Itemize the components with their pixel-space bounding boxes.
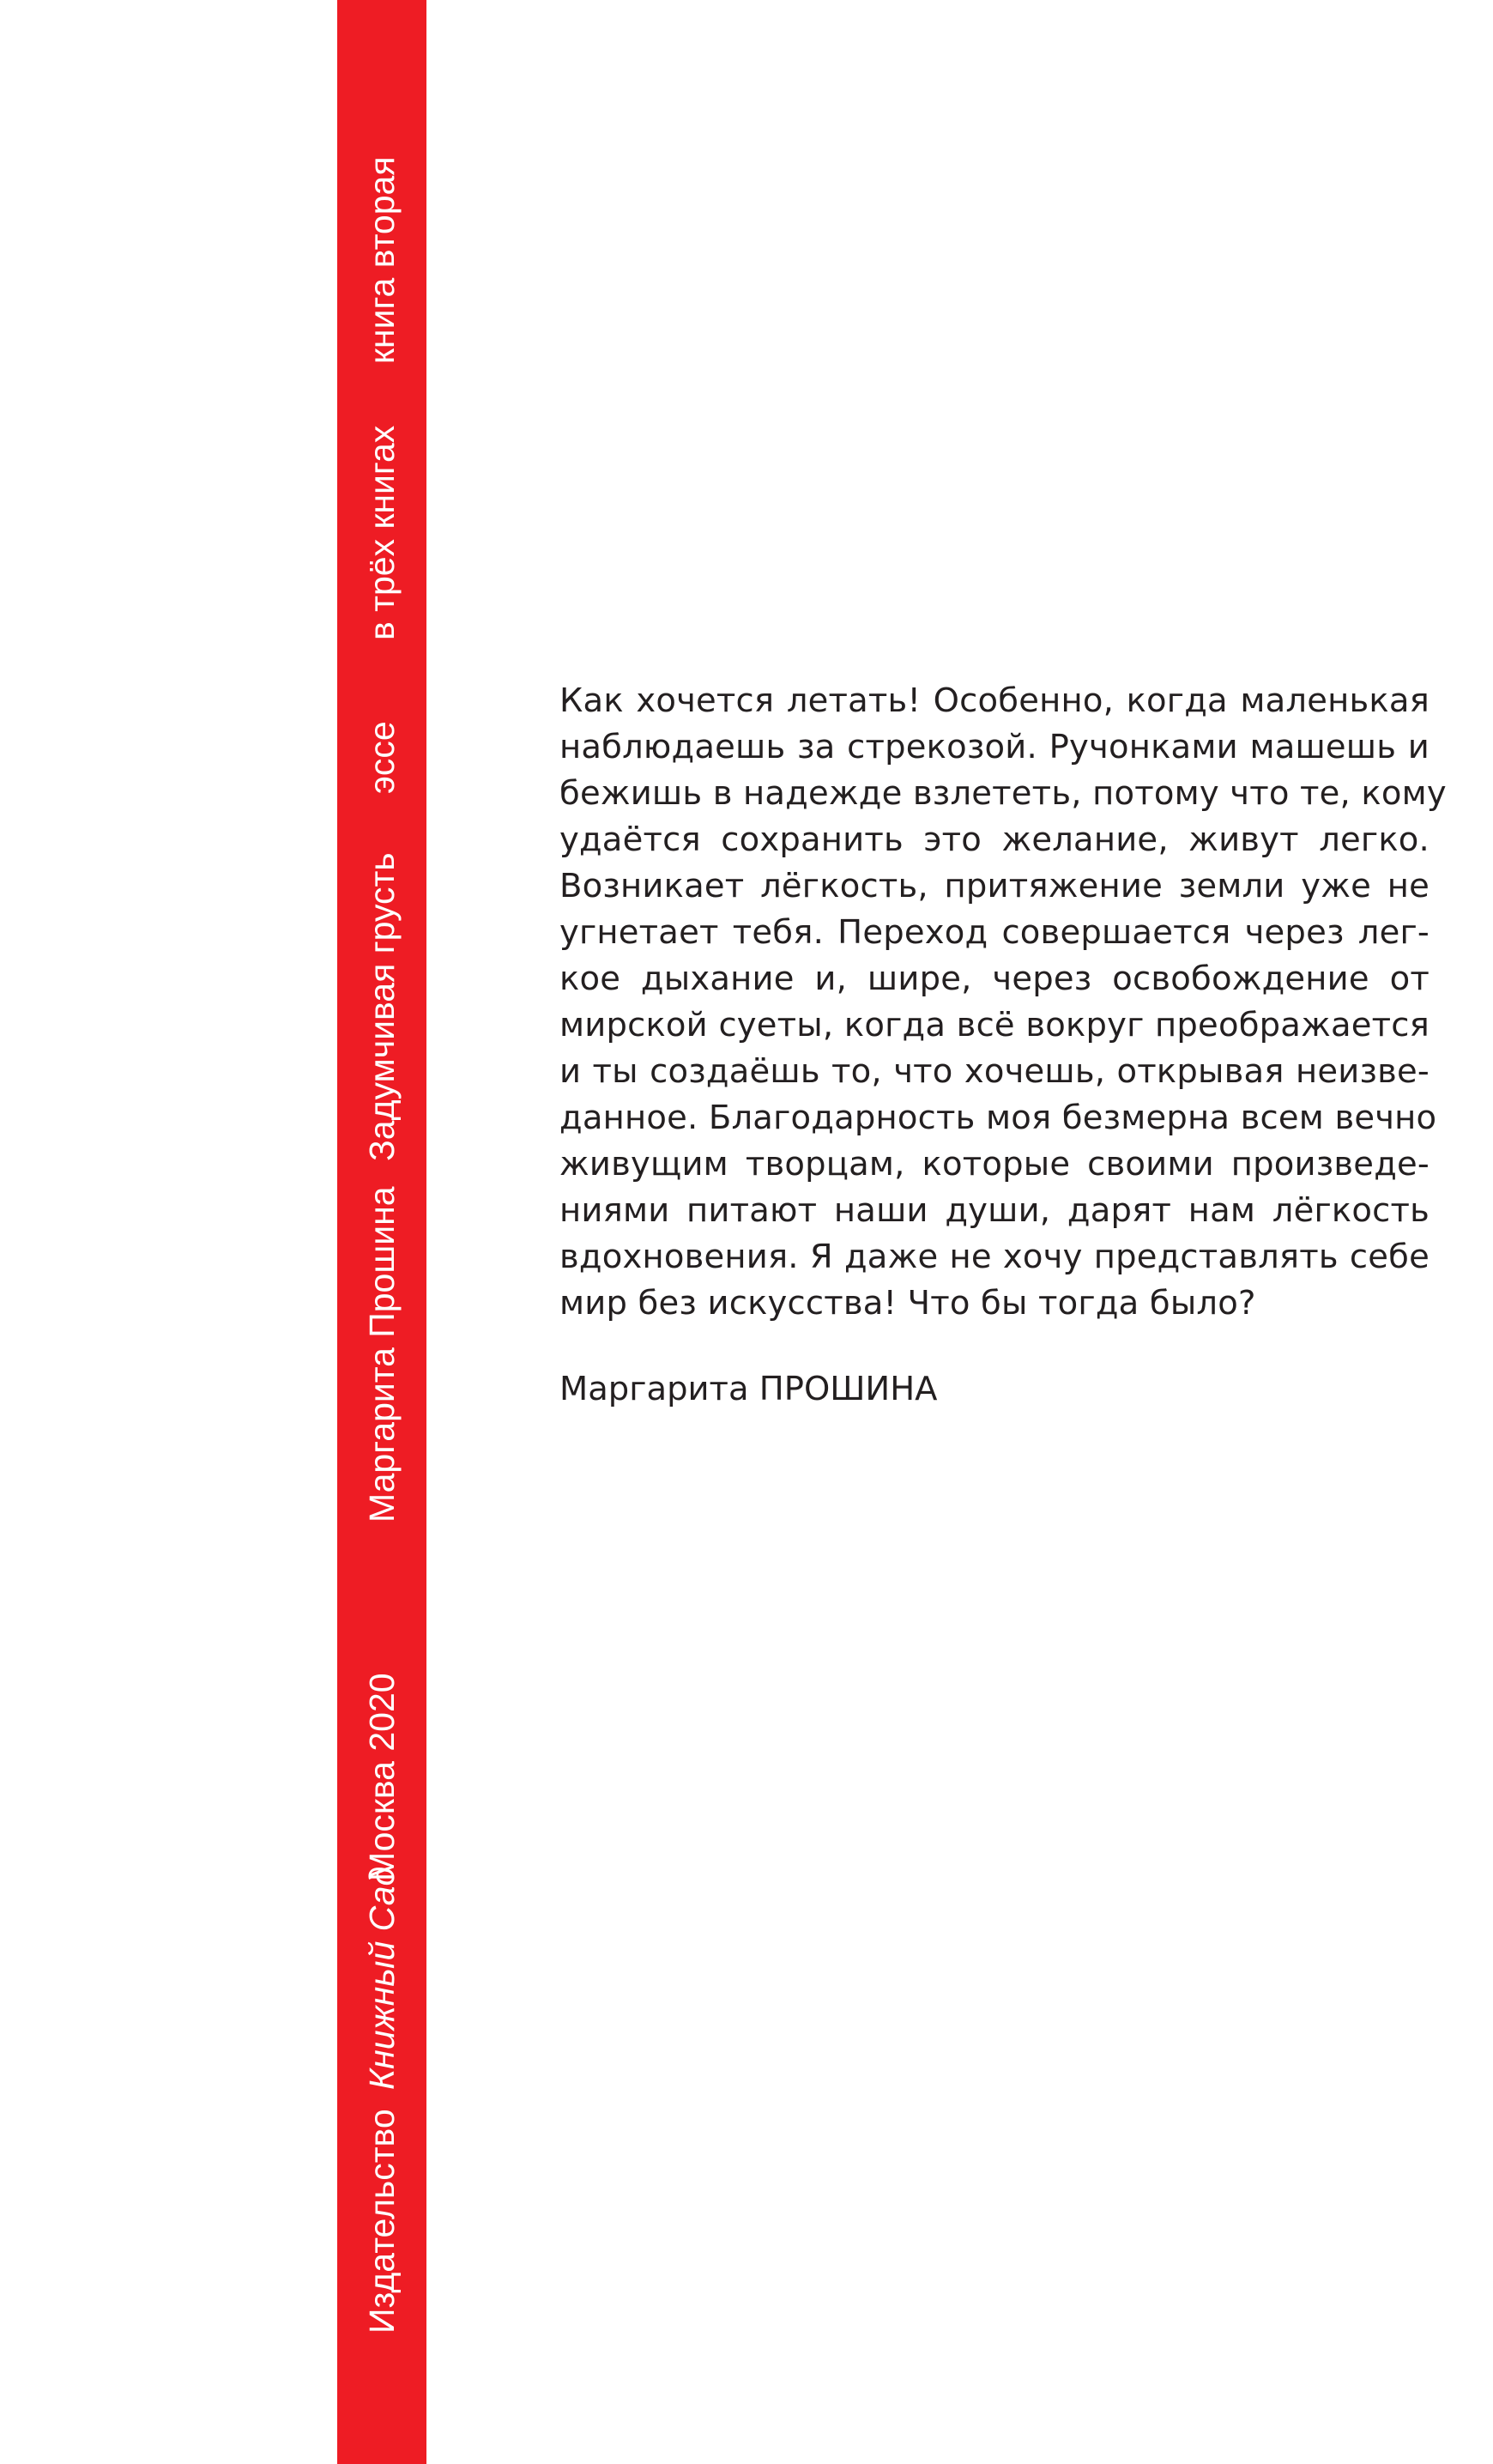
annotation-line: угнетает тебя. Переход совершается через лег-: [559, 913, 1430, 952]
annotation-line: живущим творцам, которые своими произведе-: [559, 1145, 1430, 1184]
annotation-line: кое дыхание и, шире, через освобождение от: [559, 960, 1430, 998]
annotation-line: Возникает лёгкость, притяжение земли уже не: [559, 867, 1430, 905]
spine-publisher-city-year: Москва 2020: [362, 1673, 402, 1881]
annotation-line: мирской суеты, когда всё вокруг преображается: [559, 1006, 1430, 1044]
annotation-line: вдохновения. Я даже не хочу представлять себе: [559, 1238, 1430, 1276]
spine-volume: книга вторая: [362, 156, 402, 364]
annotation-line: данное. Благодарность моя безмерна всем вечно: [559, 1099, 1437, 1137]
book-spine: [337, 0, 426, 2464]
annotation-paragraph: [559, 678, 1447, 1327]
spine-title: Задумчивая грусть: [362, 852, 402, 1161]
annotation-line: наблюдаешь за стрекозой. Ручонками машешь и: [559, 728, 1430, 766]
spine-text-strip: [337, 0, 426, 2464]
annotation-line: удаётся сохранить это желание, живут легко.: [559, 820, 1430, 859]
spine-author: Маргарита Прошина: [362, 1186, 402, 1523]
spine-publisher-name: Книжный Сад: [362, 1866, 402, 2090]
annotation-line: Как хочется летать! Особенно, когда маленькая: [559, 681, 1430, 720]
annotation-line: бежишь в надежде взлететь, потому что те, кому: [559, 774, 1447, 813]
annotation-line: мир без искусства! Что бы тогда было?: [559, 1284, 1256, 1323]
author-signature: Маргарита ПРОШИНА: [559, 1370, 938, 1408]
annotation-line: ниями питают наши души, дарят нам лёгкость: [559, 1191, 1430, 1230]
spine-series: в трёх книгах: [362, 425, 402, 640]
spine-genre: эссе: [362, 721, 402, 794]
back-cover-text-block: [559, 678, 1447, 1413]
annotation-line: и ты создаёшь то, что хочешь, открывая неизве-: [559, 1052, 1430, 1091]
spine-publisher-prefix: Издательство: [362, 2109, 402, 2334]
